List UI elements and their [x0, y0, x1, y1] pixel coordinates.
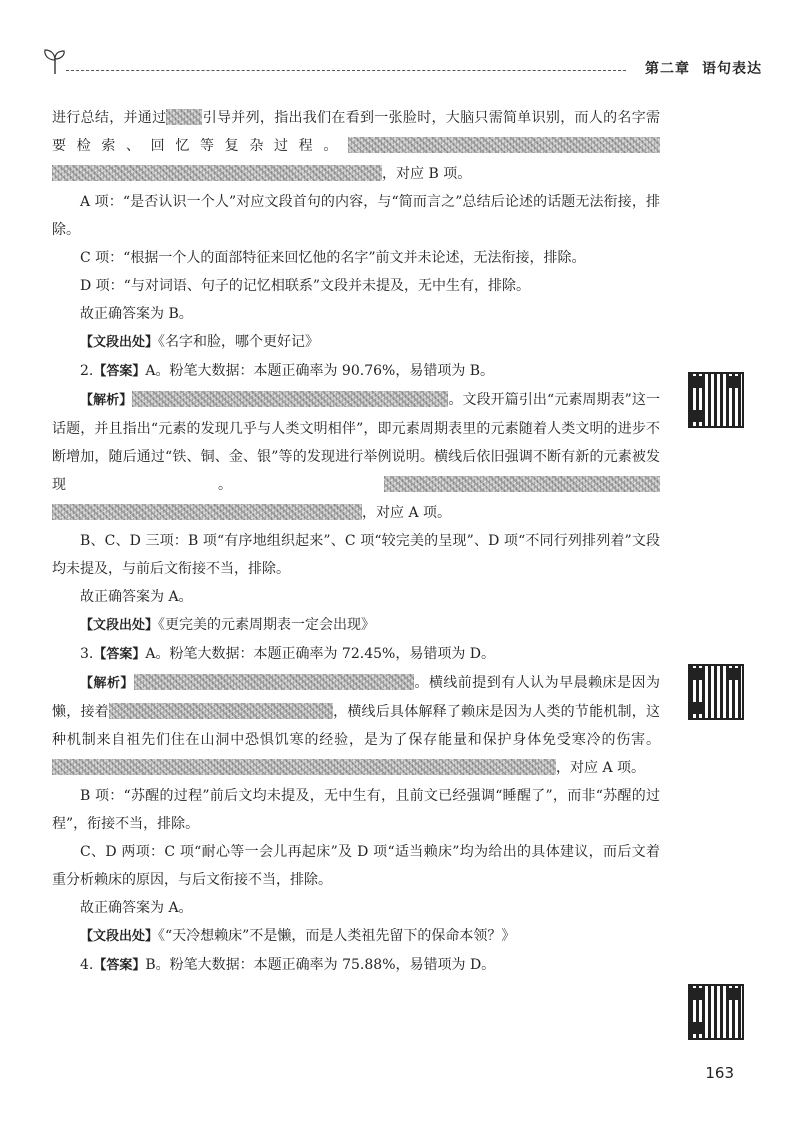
text-run: C 项：“根据一个人的面部特征来回忆他的名字”前文并未论述，无法衔接，排除。 [80, 250, 586, 266]
section-marker: 【答案】 [93, 647, 146, 662]
text-run: 《“天冷想赖床”不是懒，而是人类祖先留下的保命本领？》 [158, 928, 516, 944]
text-run: A。粉笔大数据：本题正确率为 72.45%，易错项为 D。 [145, 646, 495, 662]
text-run: 2. [80, 363, 94, 379]
paragraph [52, 583, 660, 611]
text-run: 。横线前提到有人认为早晨赖床是因为懒，接着 [52, 675, 660, 720]
redacted-block [384, 476, 660, 492]
page-header [42, 44, 762, 84]
paragraph [52, 244, 660, 272]
section-marker: 【答案】 [93, 364, 146, 379]
header-rule [66, 70, 626, 71]
section-marker: 【文段出处】 [80, 618, 159, 633]
paragraph [52, 357, 660, 386]
redacted-block [109, 703, 333, 719]
redacted-block [52, 759, 538, 775]
section-marker: 【解析】 [80, 676, 134, 691]
paragraph [52, 838, 660, 894]
paragraph [52, 104, 660, 188]
section-marker: 【文段出处】 [80, 335, 159, 350]
text-run: B、C、D 三项：B 项“有序地组织起来”、C 项“较完美的呈现”、D 项“不同行列排列着”文段均未提及，与前后文衔接不当，排除。 [52, 533, 660, 577]
body-text [52, 104, 660, 980]
paragraph [52, 922, 660, 951]
paragraph [52, 300, 660, 328]
text-run: 《更完美的元素周期表一定会出现》 [158, 617, 376, 633]
paragraph [52, 611, 660, 640]
text-run: 引导并列，指出我们在看到一张脸时，大脑只需简单识别，而人的名字需要检索、回忆等复杂过程。 [52, 110, 661, 154]
paragraph [52, 669, 660, 782]
text-run: 3. [80, 646, 94, 662]
qr-code[interactable] [688, 372, 744, 428]
text-run: ，横线后具体解释了赖床是因为人类的节能机制，这种机制来自祖先们住在山洞中恐惧饥寒的经验，是为了保存能量和保护身体免受寒冷的伤害。 [52, 704, 661, 748]
paragraph [52, 782, 660, 838]
text-run: A。粉笔大数据：本题正确率为 90.76%，易错项为 B。 [145, 363, 495, 379]
text-run: B 项：“苏醒的过程”前后文均未提及，无中生有，且前文已经强调“睡醒了”，而非“苏醒的过程”，衔接不当，排除。 [52, 788, 660, 832]
text-run: C、D 两项：C 项“耐心等一会儿再起床”及 D 项“适当赖床”均为给出的具体建议，而后文着重分析赖床的原因，与后文衔接不当，排除。 [52, 844, 660, 888]
section-marker: 【解析】 [80, 393, 133, 408]
section-marker: 【文段出处】 [80, 929, 159, 944]
qr-code[interactable] [688, 984, 744, 1040]
paragraph [52, 386, 660, 527]
redacted-block [52, 165, 382, 181]
text-run: D 项：“与对词语、句子的记忆相联系”文段并未提及，无中生有，排除。 [80, 278, 530, 294]
redacted-block [348, 137, 660, 153]
text-run: 故正确答案为 B。 [80, 306, 193, 322]
paragraph [52, 951, 660, 980]
text-run: ，对应 A 项。 [362, 505, 452, 521]
page-number: 163 [705, 1064, 734, 1082]
redacted-block [538, 759, 556, 775]
paragraph [52, 272, 660, 300]
text-run: A 项：“是否认识一个人”对应文段首句的内容，与“简而言之”总结后论述的话题无法衔接，排除。 [52, 194, 660, 238]
paragraph [52, 188, 660, 244]
paragraph [52, 894, 660, 922]
paragraph [52, 328, 660, 357]
text-run: 《名字和脸，哪个更好记》 [158, 334, 320, 350]
text-run: 故正确答案为 A。 [80, 589, 193, 605]
qr-code[interactable] [688, 664, 744, 720]
text-run: ，对应 B 项。 [382, 166, 472, 182]
text-run: ，对应 A 项。 [556, 760, 646, 776]
paragraph [52, 640, 660, 669]
text-run: 故正确答案为 A。 [80, 900, 193, 916]
section-label: 语句表达 [702, 61, 762, 77]
redacted-block [166, 109, 202, 125]
text-run: 4. [80, 957, 94, 973]
text-run: 。文段开篇引出“元素周期表”这一话题，并且指出“元素的发现几乎与人类文明相伴”，即元素周期表里的元素随着人类文明的进步不断增加，随后通过“铁、铜、金、银”等的发现进行举例说明。横线后依旧强调不断有新的元素被发现。 [52, 392, 660, 493]
chapter-title [645, 58, 762, 78]
text-run: B。粉笔大数据：本题正确率为 75.88%，易错项为 D。 [145, 957, 496, 973]
sprout-icon [42, 46, 68, 76]
chapter-label: 第二章 [645, 61, 690, 77]
section-marker: 【答案】 [93, 958, 146, 973]
paragraph [52, 527, 660, 583]
redacted-block [132, 391, 448, 407]
redacted-block [134, 674, 414, 690]
redacted-block [52, 504, 362, 520]
text-run: 进行总结，并通过 [52, 110, 167, 126]
